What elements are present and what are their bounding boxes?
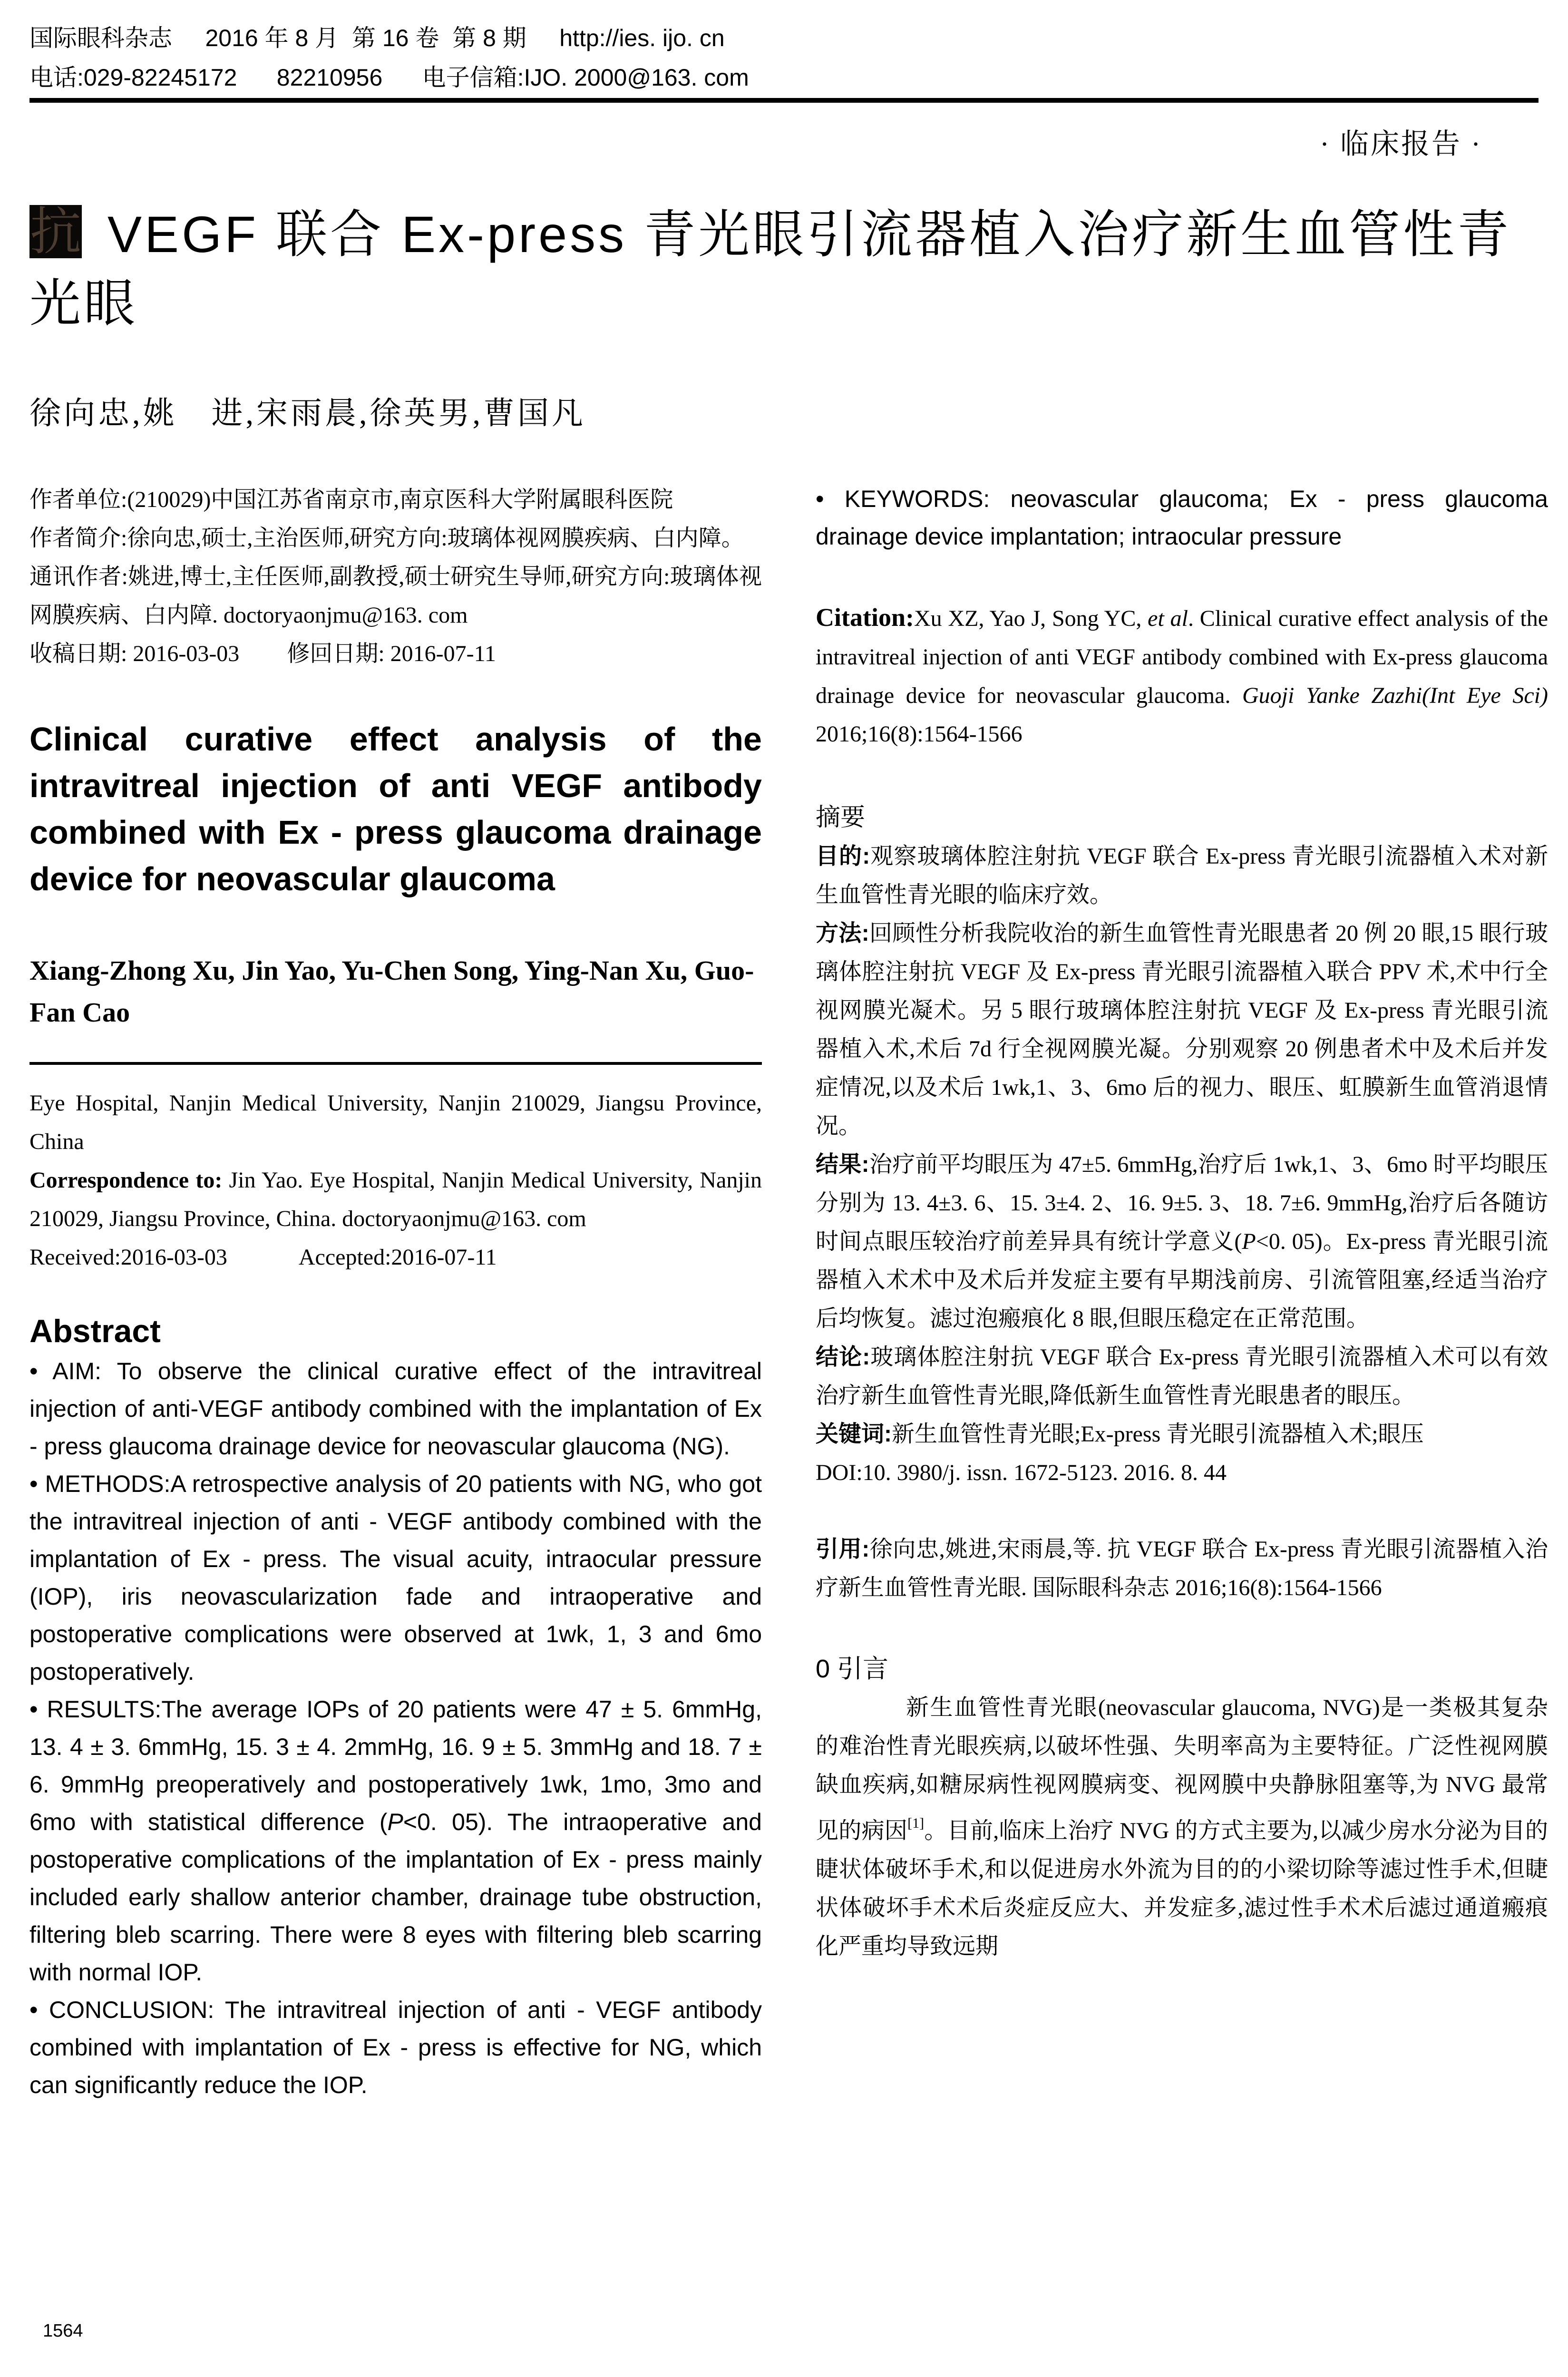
section-tag: · 临床报告 ·: [1320, 128, 1482, 160]
p-value-symbol-cn: P: [1242, 1229, 1256, 1254]
aim-text: To observe the clinical curative effect of the intravitreal injection of anti-VEGF antibody combined with the implantation of Ex - press glaucoma drainage device for neovascular glaucoma (NG).: [29, 1358, 762, 1460]
citation-text: . Clinical curative effect analysis of the intravitreal injection of anti VEGF antibody combined with Ex-press glaucoma drainage device for neovascular glaucoma.: [816, 606, 1548, 708]
methods-cn-label: 方法:: [816, 921, 869, 946]
left-column: [29, 480, 762, 2104]
abstract-cn-conclusion: [816, 1338, 1548, 1415]
intro-text-b: 。目前,临床上治疗 NVG 的方式主要为,以减少房水分泌为目的睫状体破坏手术,和以促进房水外流为目的的小梁切除等滤过性手术,但睫状体破坏手术术后炎症反应大、并发症多,滤过性手术术后滤过通道瘢痕化严重均导致远期: [816, 1818, 1548, 1959]
results-label: • RESULTS:: [29, 1696, 162, 1723]
title-text: VEGF 联合 Ex-press 青光眼引流器植入治疗新生血管性青光眼: [29, 205, 1512, 332]
journal-name: 国际眼科杂志: [29, 25, 172, 51]
citation-ref: 2016;16(8):1564-1566: [816, 721, 1023, 747]
page-number: 1564: [43, 2321, 83, 2341]
keywords-cn-label: 关键词:: [816, 1422, 892, 1447]
author-info: [29, 480, 762, 673]
journal-email[interactable]: 电子信箱:IJO. 2000@163. com: [422, 64, 749, 91]
abstract-heading: Abstract: [29, 1313, 161, 1349]
keywords-text: neovascular glaucoma; Ex - press glaucoma drainage device implantation; intraocular pressure: [816, 486, 1548, 550]
english-authors: Xiang-Zhong Xu, Jin Yao, Yu-Chen Song, Ying-Nan Xu, Guo-Fan Cao: [29, 955, 754, 1028]
received-date-cn: 收稿日期: 2016-03-03: [29, 641, 240, 666]
english-affiliation: Eye Hospital, Nanjin Medical University, Nanjin 210029, Jiangsu Province, China: [29, 1091, 762, 1154]
doi[interactable]: DOI:10. 3980/j. issn. 1672-5123. 2016. 8. 44: [816, 1460, 1227, 1485]
conclusion-cn-text: 玻璃体腔注射抗 VEGF 联合 Ex-press 青光眼引流器植入术可以有效治疗新生血管性青光眼,降低新生血管性青光眼患者的眼压。: [816, 1344, 1548, 1408]
english-affiliation-block: [29, 1084, 762, 1276]
citation-label: Citation:: [816, 603, 914, 632]
aim-cn-text: 观察玻璃体腔注射抗 VEGF 联合 Ex-press 青光眼引流器植入术对新生血管性青光眼的临床疗效。: [816, 844, 1548, 907]
right-column: [816, 480, 1548, 1966]
dates-cn: [29, 634, 762, 673]
methods-label: • METHODS:: [29, 1471, 171, 1497]
intro-text-a: 新生血管性青光眼(neovascular glaucoma, NVG)是一类极其复杂的难治性青光眼疾病,以破坏性强、失明率高为主要特征。广泛性视网膜缺血疾病,如糖尿病性视网膜病变、视网膜中央静脉阻塞等,为 NVG 最常见的病因: [816, 1695, 1548, 1843]
abstract-methods: [29, 1465, 762, 1691]
article-title: [29, 200, 1542, 338]
citation-en: [816, 598, 1548, 753]
abstract-cn-results: [816, 1145, 1548, 1338]
correspondence: [29, 1161, 762, 1238]
title-highlight-char: 抗: [29, 203, 81, 260]
results-cn-text-a: 治疗前平均眼压为 47±5. 6mmHg,治疗后 1wk,1、3、6mo 时平均眼压分别为 13. 4±3. 6、15. 3±4. 2、16. 9±5. 3、18. 7±6. 9mmHg,治疗后各随访时间点眼压较治疗前差异具有统计学意义(: [816, 1152, 1548, 1254]
keywords-cn-text: 新生血管性青光眼;Ex-press 青光眼引流器植入术;眼压: [892, 1422, 1424, 1447]
methods-cn-text: 回顾性分析我院收治的新生血管性青光眼患者 20 例 20 眼,15 眼行玻璃体腔注射抗 VEGF 及 Ex-press 青光眼引流器植入联合 PPV 术,术中行全视网膜光凝术。另 5 眼行玻璃体腔注射抗 VEGF 及 Ex-press 青光眼引流器植入术,术后 7d 行全视网膜光凝。分别观察 20 例患者术中及术后并发症情况,以及术后 1wk,1、3、6mo 后的视力、眼压、虹膜新生血管消退情况。: [816, 921, 1548, 1139]
phone-2: 82210956: [276, 64, 383, 91]
results-text-a: The average IOPs of 20 patients were 47 ± 5. 6mmHg, 13. 4 ± 3. 6mmHg, 15. 3 ± 4. 2mmHg, 16. 9 ± 5. 3mmHg and 18. 7 ± 6. 9mmHg preoperatively and postoperatively 1wk, 1mo, 3mo and 6mo with statistical difference (: [29, 1696, 762, 1835]
abstract-cn: [816, 837, 1548, 1492]
conclusion-cn-label: 结论:: [816, 1344, 870, 1370]
english-title: Clinical curative effect analysis of the intravitreal injection of anti VEGF antibody combined with Ex - press glaucoma drainage device for neovascular glaucoma: [29, 721, 762, 897]
affiliation-cn: 作者单位:(210029)中国江苏省南京市,南京医科大学附属眼科医院: [29, 487, 673, 512]
accepted-date: Accepted:2016-07-11: [298, 1245, 497, 1270]
header-rule: [29, 98, 1539, 103]
abstract-cn-methods: [816, 914, 1548, 1145]
conclusion-label: • CONCLUSION:: [29, 1997, 214, 2023]
p-value-symbol: P: [387, 1809, 403, 1835]
abstract-keywords: [816, 480, 1548, 555]
abstract-aim: [29, 1353, 762, 1465]
aim-cn-label: 目的:: [816, 844, 870, 869]
abstract-en: [29, 1353, 762, 2104]
corresponding-author: 通讯作者:姚进,博士,主任医师,副教授,硕士研究生导师,研究方向:玻璃体视网膜疾病、白内障. doctoryaonjmu@163. com: [29, 564, 762, 628]
abstract-cn-heading: 摘要: [816, 804, 866, 831]
issue-date: 2016 年 8 月: [205, 25, 339, 51]
results-cn-text-b: <0. 05)。Ex-press 青光眼引流器植入术术中及术后并发症主要有早期浅前房、引流管阻塞,经适当治疗后均恢复。滤过泡瘢痕化 8 眼,但眼压稳定在正常范围。: [816, 1229, 1548, 1331]
journal-header-line1: [29, 24, 725, 52]
correspondence-label: Correspondence to:: [29, 1168, 223, 1193]
results-text-b: <0. 05). The intraoperative and postoperative complications of the implantation of Ex - press mainly included early shallow anterior chamber, drainage tube obstruction, filtering bleb scarring. There were 8 eyes with filtering bleb scarring with normal IOP.: [29, 1809, 762, 1986]
revised-date-cn: 修回日期: 2016-07-11: [287, 641, 496, 666]
journal-header-line2: [29, 63, 749, 92]
abstract-results: [29, 1691, 762, 1991]
abstract-conclusion: [29, 1991, 762, 2104]
phone: 电话:029-82245172: [29, 64, 237, 91]
aim-label: • AIM:: [29, 1358, 102, 1384]
citation-journal: Guoji Yanke Zazhi(Int Eye Sci): [1242, 683, 1548, 708]
keywords-label: • KEYWORDS:: [816, 486, 990, 512]
correspondence-text: Jin Yao. Eye Hospital, Nanjin Medical University, Nanjin 210029, Jiangsu Province, China. doctoryaonjmu@163. com: [29, 1168, 762, 1231]
methods-text: A retrospective analysis of 20 patients with NG, who got the intravitreal injection of anti - VEGF antibody combined with the implantation of Ex - press. The visual acuity, intraocular pressure (IOP), iris neovascularization fade and intraoperative and postoperative complications were observed at 1wk, 1, 3 and 6mo postoperatively.: [29, 1471, 762, 1685]
issue: 第 8 期: [452, 25, 526, 51]
citation-authors: Xu XZ, Yao J, Song YC,: [914, 606, 1148, 631]
conclusion-text: The intravitreal injection of anti - VEGF antibody combined with implantation of Ex - press is effective for NG, which can significantly reduce the IOP.: [29, 1997, 762, 2098]
author-bio: 作者简介:徐向忠,硕士,主治医师,研究方向:玻璃体视网膜疾病、白内障。: [29, 526, 744, 551]
citation-cn: [816, 1530, 1548, 1607]
citation-cn-label: 引用:: [816, 1537, 870, 1562]
dates-en: [29, 1238, 762, 1276]
citation-cn-text: 徐向忠,姚进,宋雨晨,等. 抗 VEGF 联合 Ex-press 青光眼引流器植入治疗新生血管性青光眼. 国际眼科杂志 2016;16(8):1564-1566: [816, 1537, 1548, 1600]
results-cn-label: 结果:: [816, 1152, 869, 1177]
intro-paragraph: [816, 1688, 1548, 1966]
journal-url[interactable]: http://ies. ijo. cn: [559, 25, 725, 51]
abstract-cn-keywords: [816, 1415, 1548, 1453]
authors-cn: 徐向忠,姚 进,宋雨晨,徐英男,曹国凡: [29, 396, 586, 431]
volume: 第 16 卷: [351, 25, 439, 51]
citation-etal: et al: [1148, 606, 1188, 631]
intro-heading: 0 引言: [816, 1655, 889, 1683]
abstract-cn-aim: [816, 837, 1548, 914]
reference-marker[interactable]: [1]: [907, 1815, 925, 1831]
received-date: Received:2016-03-03: [29, 1245, 227, 1270]
